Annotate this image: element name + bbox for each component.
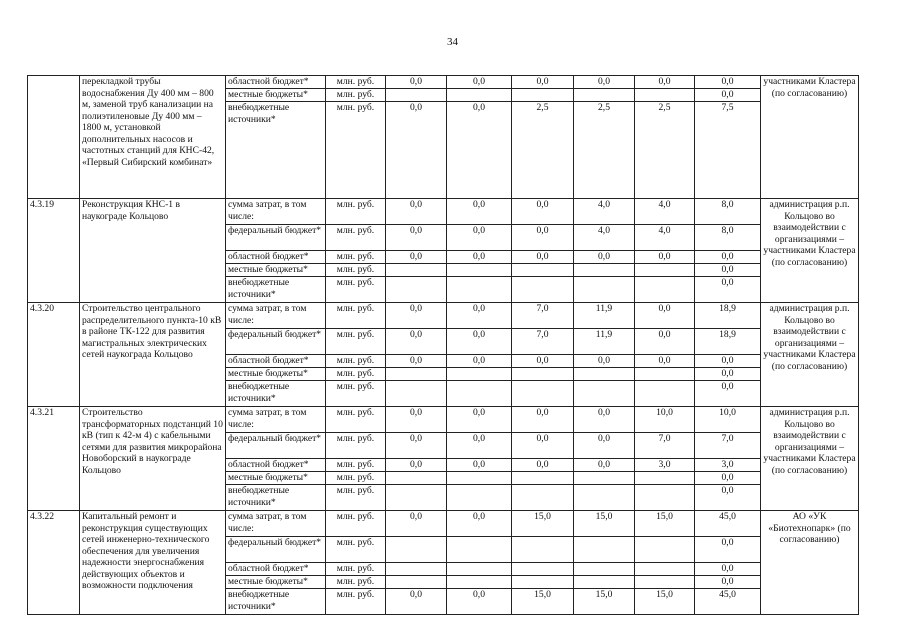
table-row xyxy=(28,407,859,433)
unit-cell: млн. руб. xyxy=(326,277,386,303)
year-value: 0,0 xyxy=(386,76,447,89)
unit-cell: млн. руб. xyxy=(326,589,386,615)
year-value xyxy=(512,576,574,589)
year-value xyxy=(635,381,695,407)
year-value: 0,0 xyxy=(447,102,512,199)
funding-source: местные бюджеты* xyxy=(226,264,326,277)
measure-name: перекладкой трубы водоснабжения Ду 400 мм – 800 м, заменой труб канализации на полиэтиленовые Ду 400 мм – 1800 м, установкой дополнительных насосов и частотных станций для КНС-42, «Первый Сибирский комбинат» xyxy=(80,76,226,199)
year-value: 0,0 xyxy=(386,303,447,329)
year-value xyxy=(574,368,635,381)
unit-cell: млн. руб. xyxy=(326,472,386,485)
total-value: 7,0 xyxy=(695,433,761,459)
year-value: 0,0 xyxy=(635,329,695,355)
unit-cell: млн. руб. xyxy=(326,368,386,381)
year-value: 0,0 xyxy=(447,225,512,251)
unit-cell: млн. руб. xyxy=(326,459,386,472)
total-value: 0,0 xyxy=(695,368,761,381)
year-value xyxy=(574,576,635,589)
year-value xyxy=(386,537,447,563)
unit-cell: млн. руб. xyxy=(326,76,386,89)
year-value xyxy=(512,472,574,485)
year-value xyxy=(512,277,574,303)
funding-source: местные бюджеты* xyxy=(226,89,326,102)
total-value: 0,0 xyxy=(695,576,761,589)
year-value: 4,0 xyxy=(635,199,695,225)
year-value xyxy=(635,472,695,485)
year-value: 0,0 xyxy=(447,459,512,472)
total-value: 0,0 xyxy=(695,563,761,576)
year-value: 0,0 xyxy=(386,511,447,537)
year-value xyxy=(447,485,512,511)
total-value: 0,0 xyxy=(695,355,761,368)
year-value xyxy=(386,563,447,576)
total-value: 7,5 xyxy=(695,102,761,199)
funding-source: местные бюджеты* xyxy=(226,472,326,485)
year-value: 0,0 xyxy=(447,511,512,537)
year-value: 15,0 xyxy=(574,589,635,615)
year-value: 7,0 xyxy=(635,433,695,459)
year-value: 0,0 xyxy=(574,76,635,89)
year-value: 0,0 xyxy=(447,303,512,329)
year-value xyxy=(512,89,574,102)
year-value: 0,0 xyxy=(512,355,574,368)
year-value xyxy=(447,89,512,102)
unit-cell: млн. руб. xyxy=(326,355,386,368)
year-value: 2,5 xyxy=(574,102,635,199)
total-value: 45,0 xyxy=(695,589,761,615)
table-row xyxy=(28,199,859,225)
year-value: 0,0 xyxy=(447,199,512,225)
unit-cell: млн. руб. xyxy=(326,329,386,355)
year-value xyxy=(386,89,447,102)
year-value: 11,9 xyxy=(574,329,635,355)
year-value: 0,0 xyxy=(635,303,695,329)
unit-cell: млн. руб. xyxy=(326,102,386,199)
year-value xyxy=(512,368,574,381)
year-value: 0,0 xyxy=(386,102,447,199)
measure-code: 4.3.22 xyxy=(28,511,80,615)
year-value: 0,0 xyxy=(635,251,695,264)
unit-cell: млн. руб. xyxy=(326,576,386,589)
measure-name: Строительство трансформаторных подстанций 10 кВ (тип к 42-м 4) с кабельными сетями для развития микрорайона Новоборский в наукограде Кольцово xyxy=(80,407,226,511)
total-value: 0,0 xyxy=(695,264,761,277)
year-value: 15,0 xyxy=(574,511,635,537)
year-value: 4,0 xyxy=(635,225,695,251)
unit-cell: млн. руб. xyxy=(326,537,386,563)
total-value: 45,0 xyxy=(695,511,761,537)
responsible-party: АО «УК «Биотехнопарк» (по согласованию) xyxy=(761,511,859,615)
year-value xyxy=(447,563,512,576)
total-value: 18,9 xyxy=(695,329,761,355)
year-value: 7,0 xyxy=(512,303,574,329)
measure-code: 4.3.19 xyxy=(28,199,80,303)
unit-cell: млн. руб. xyxy=(326,225,386,251)
unit-cell: млн. руб. xyxy=(326,563,386,576)
year-value: 0,0 xyxy=(574,407,635,433)
year-value xyxy=(574,485,635,511)
year-value xyxy=(512,537,574,563)
responsible-party: администрация р.п. Кольцово во взаимодействии с организациями – участниками Кластера (по согласованию) xyxy=(761,199,859,303)
funding-source: областной бюджет* xyxy=(226,76,326,89)
year-value: 0,0 xyxy=(512,459,574,472)
unit-cell: млн. руб. xyxy=(326,511,386,537)
funding-source: внебюджетные источники* xyxy=(226,102,326,199)
funding-source: сумма затрат, в том числе: xyxy=(226,511,326,537)
total-value: 18,9 xyxy=(695,303,761,329)
year-value: 15,0 xyxy=(512,511,574,537)
year-value xyxy=(386,368,447,381)
year-value: 0,0 xyxy=(574,459,635,472)
year-value: 0,0 xyxy=(635,355,695,368)
year-value: 0,0 xyxy=(512,433,574,459)
unit-cell: млн. руб. xyxy=(326,264,386,277)
unit-cell: млн. руб. xyxy=(326,89,386,102)
year-value xyxy=(386,381,447,407)
responsible-party: администрация р.п. Кольцово во взаимодействии с организациями – участниками Кластера (по согласованию) xyxy=(761,407,859,511)
year-value: 0,0 xyxy=(447,329,512,355)
year-value: 11,9 xyxy=(574,303,635,329)
year-value: 0,0 xyxy=(386,199,447,225)
year-value xyxy=(574,472,635,485)
year-value: 0,0 xyxy=(447,589,512,615)
year-value xyxy=(386,485,447,511)
funding-source: внебюджетные источники* xyxy=(226,485,326,511)
funding-source: областной бюджет* xyxy=(226,563,326,576)
year-value: 0,0 xyxy=(386,433,447,459)
unit-cell: млн. руб. xyxy=(326,407,386,433)
year-value xyxy=(635,537,695,563)
measure-code: 4.3.21 xyxy=(28,407,80,511)
year-value xyxy=(447,277,512,303)
year-value: 0,0 xyxy=(447,76,512,89)
year-value: 15,0 xyxy=(635,511,695,537)
year-value: 0,0 xyxy=(447,407,512,433)
funding-source: внебюджетные источники* xyxy=(226,381,326,407)
funding-source: областной бюджет* xyxy=(226,459,326,472)
unit-cell: млн. руб. xyxy=(326,199,386,225)
year-value xyxy=(447,472,512,485)
year-value xyxy=(386,264,447,277)
year-value: 0,0 xyxy=(386,355,447,368)
year-value: 0,0 xyxy=(386,459,447,472)
responsible-party: участниками Кластера (по согласованию) xyxy=(761,76,859,199)
year-value: 2,5 xyxy=(512,102,574,199)
funding-source: внебюджетные источники* xyxy=(226,277,326,303)
year-value xyxy=(635,277,695,303)
year-value: 0,0 xyxy=(447,433,512,459)
year-value xyxy=(635,563,695,576)
year-value xyxy=(386,576,447,589)
funding-source: федеральный бюджет* xyxy=(226,537,326,563)
year-value: 0,0 xyxy=(635,76,695,89)
year-value xyxy=(635,485,695,511)
unit-cell: млн. руб. xyxy=(326,381,386,407)
year-value: 0,0 xyxy=(512,251,574,264)
funding-source: сумма затрат, в том числе: xyxy=(226,199,326,225)
year-value: 0,0 xyxy=(512,407,574,433)
year-value: 15,0 xyxy=(635,589,695,615)
year-value xyxy=(574,537,635,563)
year-value xyxy=(574,381,635,407)
year-value: 0,0 xyxy=(574,355,635,368)
year-value xyxy=(574,264,635,277)
year-value: 0,0 xyxy=(574,251,635,264)
year-value: 0,0 xyxy=(447,251,512,264)
year-value: 3,0 xyxy=(635,459,695,472)
year-value xyxy=(447,537,512,563)
year-value xyxy=(635,89,695,102)
funding-source: сумма затрат, в том числе: xyxy=(226,407,326,433)
total-value: 10,0 xyxy=(695,407,761,433)
measure-code xyxy=(28,76,80,199)
year-value: 10,0 xyxy=(635,407,695,433)
year-value xyxy=(574,277,635,303)
table-row xyxy=(28,76,859,89)
unit-cell: млн. руб. xyxy=(326,303,386,329)
year-value xyxy=(447,264,512,277)
year-value xyxy=(447,368,512,381)
responsible-party: администрация р.п. Кольцово во взаимодействии с организациями – участниками Кластера (по согласованию) xyxy=(761,303,859,407)
total-value: 0,0 xyxy=(695,381,761,407)
year-value: 2,5 xyxy=(635,102,695,199)
year-value xyxy=(635,368,695,381)
funding-source: сумма затрат, в том числе: xyxy=(226,303,326,329)
total-value: 8,0 xyxy=(695,199,761,225)
year-value xyxy=(512,563,574,576)
year-value: 0,0 xyxy=(512,76,574,89)
year-value: 0,0 xyxy=(512,199,574,225)
unit-cell: млн. руб. xyxy=(326,433,386,459)
page-number: 34 xyxy=(447,36,458,48)
total-value: 0,0 xyxy=(695,472,761,485)
year-value: 0,0 xyxy=(447,355,512,368)
year-value: 4,0 xyxy=(574,199,635,225)
year-value xyxy=(512,264,574,277)
funding-source: местные бюджеты* xyxy=(226,576,326,589)
year-value: 0,0 xyxy=(574,433,635,459)
funding-source: внебюджетные источники* xyxy=(226,589,326,615)
total-value: 0,0 xyxy=(695,537,761,563)
total-value: 0,0 xyxy=(695,251,761,264)
year-value: 0,0 xyxy=(386,225,447,251)
total-value: 0,0 xyxy=(695,277,761,303)
unit-cell: млн. руб. xyxy=(326,485,386,511)
measure-name: Строительство центрального распределительного пункта-10 кВ в районе ТК-122 для развития магистральных электрических сетей наукограда Кольцово xyxy=(80,303,226,407)
year-value xyxy=(512,381,574,407)
funding-source: областной бюджет* xyxy=(226,355,326,368)
budget-table xyxy=(27,75,859,615)
year-value xyxy=(635,264,695,277)
total-value: 0,0 xyxy=(695,485,761,511)
total-value: 0,0 xyxy=(695,76,761,89)
year-value xyxy=(512,485,574,511)
year-value xyxy=(447,381,512,407)
year-value xyxy=(447,576,512,589)
year-value xyxy=(574,89,635,102)
year-value: 0,0 xyxy=(512,225,574,251)
year-value xyxy=(386,472,447,485)
table-row xyxy=(28,511,859,537)
measure-code: 4.3.20 xyxy=(28,303,80,407)
unit-cell: млн. руб. xyxy=(326,251,386,264)
funding-source: федеральный бюджет* xyxy=(226,225,326,251)
year-value: 7,0 xyxy=(512,329,574,355)
funding-source: федеральный бюджет* xyxy=(226,433,326,459)
year-value: 15,0 xyxy=(512,589,574,615)
year-value: 0,0 xyxy=(386,329,447,355)
total-value: 3,0 xyxy=(695,459,761,472)
year-value: 0,0 xyxy=(386,251,447,264)
measure-name: Капитальный ремонт и реконструкция существующих сетей инженерно-технического обеспечения для увеличения надежности энергоснабжения действующих объектов и возможности подключения xyxy=(80,511,226,615)
year-value xyxy=(635,576,695,589)
year-value xyxy=(386,277,447,303)
table-row xyxy=(28,303,859,329)
year-value xyxy=(574,563,635,576)
total-value: 0,0 xyxy=(695,89,761,102)
funding-source: областной бюджет* xyxy=(226,251,326,264)
year-value: 4,0 xyxy=(574,225,635,251)
funding-source: местные бюджеты* xyxy=(226,368,326,381)
year-value: 0,0 xyxy=(386,589,447,615)
measure-name: Реконструкция КНС-1 в наукограде Кольцово xyxy=(80,199,226,303)
year-value: 0,0 xyxy=(386,407,447,433)
total-value: 8,0 xyxy=(695,225,761,251)
funding-source: федеральный бюджет* xyxy=(226,329,326,355)
